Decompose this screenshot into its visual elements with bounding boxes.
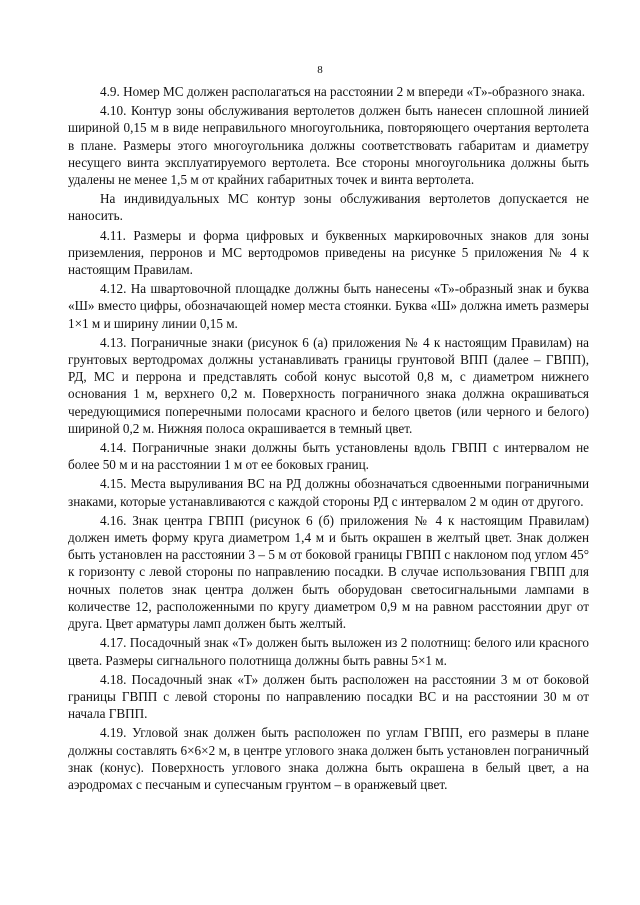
paragraph-4-13: 4.13. Пограничные знаки (рисунок 6 (а) приложения № 4 к настоящим Правилам) на грунтовых вертодромах должны устанавливать границы грунтовой ВПП (далее – ГВПП), РД, МС и перрона и представлять собой конус высотой 0,8 м, с диаметром нижнего основания 1 м, верхнего 0,2 м. Поверхность пограничного знака должна окрашиваться чередующимися поперечными полосами красного и белого цветов (или черного и белого) шириной 0,2 м. Нижняя полоса окрашивается в темный цвет. (68, 334, 589, 436)
paragraph-4-18: 4.18. Посадочный знак «Т» должен быть расположен на расстоянии 3 м от боковой границы ГВПП с левой стороны по направлению посадки ВС и на расстоянии 30 м от начала ГВПП. (68, 671, 589, 722)
paragraph-4-9: 4.9. Номер МС должен располагаться на расстоянии 2 м впереди «Т»-образного знака. (100, 84, 586, 99)
paragraph-4-10-note: На индивидуальных МС контур зоны обслуживания вертолетов допускается не наносить. (68, 191, 589, 224)
paragraph-4-17: 4.17. Посадочный знак «Т» должен быть выложен из 2 полотнищ: белого или красного цвета. Размеры сигнального полотнища должны быть равны 5×1 м. (68, 635, 589, 668)
paragraph-4-10: 4.10. Контур зоны обслуживания вертолетов должен быть нанесен сплошной линией шириной 0,15 м в виде неправильного многоугольника, повторяющего очертания вертолета в плане. Размеры этого многоугольника должны соответствовать габаритам и диаметру несущего винта эксплуатируемого вертолета. Все стороны многоугольника должны быть удалены не менее 1,5 м от крайних габаритных точек и винта вертолета. (68, 103, 589, 188)
page-number: 8 (317, 64, 323, 76)
paragraph-4-14: 4.14. Пограничные знаки должны быть установлены вдоль ГВПП с интервалом не более 50 м и на расстоянии 1 м от ее боковых границ. (68, 440, 589, 473)
paragraph-4-19: 4.19. Угловой знак должен быть расположен по углам ГВПП, его размеры в плане должны составлять 6×6×2 м, в центре углового знака должен быть установлен пограничный знак (конус). Поверхность углового знака должна быть окрашена в белый цвет, а на аэродромах с песчаным и супесчаным грунтом – в оранжевый цвет. (68, 725, 589, 792)
paragraph-4-16: 4.16. Знак центра ГВПП (рисунок 6 (б) приложения № 4 к настоящим Правилам) должен иметь форму круга диаметром 1,4 м и быть окрашен в желтый цвет. Знак должен быть установлен на расстоянии 3 – 5 м от боковой границы ГВПП с наклоном под углом 45° к горизонту с левой стороны по направлению посадки. В случае использования ГВПП для ночных полетов знак центра должен быть оборудован светосигнальными лампами в количестве 12, расположенными по кругу диаметром 0,9 м на равном расстоянии друг от друга. Цвет арматуры ламп должен быть желтый. (68, 512, 589, 632)
paragraph-4-11: 4.11. Размеры и форма цифровых и буквенных маркировочных знаков для зоны приземления, перронов и МС вертодромов приведены на рисунке 5 приложения № 4 к настоящим Правилам. (68, 227, 589, 278)
paragraph-4-12: 4.12. На швартовочной площадке должны быть нанесены «Т»-образный знак и буква «Ш» вместо цифры, обозначающей номер места стоянки. Буква «Ш» должна иметь размеры 1×1 м и ширину линии 0,15 м. (68, 281, 589, 331)
paragraph-4-15: 4.15. Места выруливания ВС на РД должны обозначаться сдвоенными пограничными знаками, которые устанавливаются с каждой стороны РД с интервалом 2 м один от другого. (68, 476, 589, 509)
document-body (68, 83, 589, 795)
